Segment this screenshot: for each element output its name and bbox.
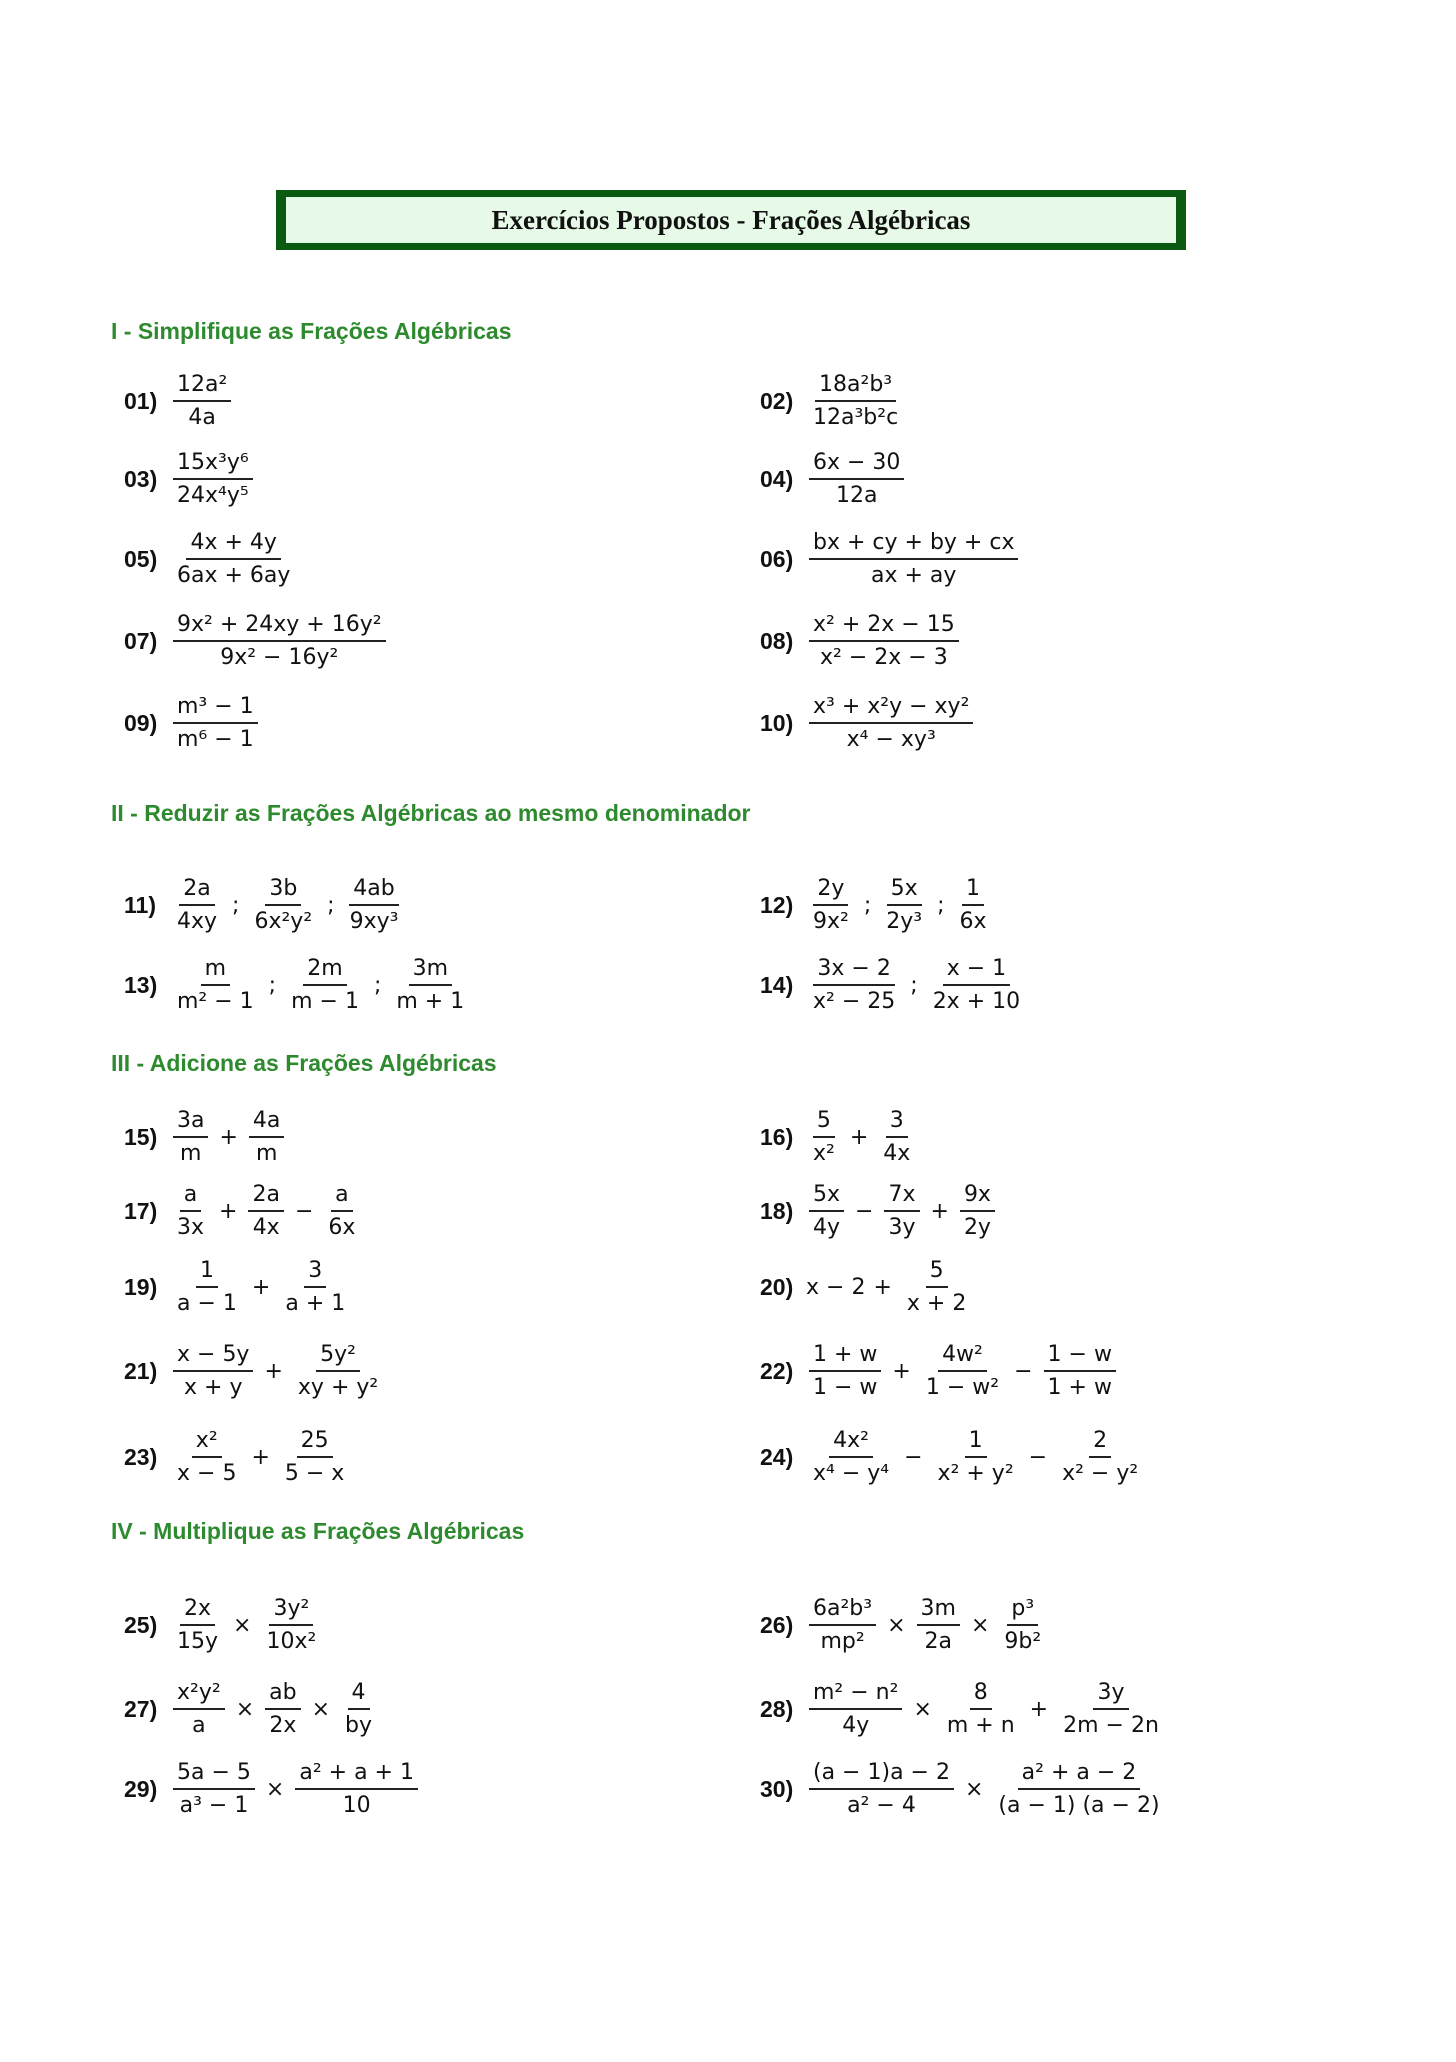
numerator: 6a²b³ bbox=[809, 1596, 876, 1626]
exercise-number: 04) bbox=[760, 465, 794, 492]
fraction bbox=[281, 1428, 348, 1486]
denominator: 12a³b²c bbox=[813, 405, 899, 430]
denominator: 2y³ bbox=[886, 909, 923, 934]
exercise-number: 27) bbox=[124, 1695, 158, 1722]
numerator: 5 bbox=[926, 1258, 948, 1288]
denominator: 4xy bbox=[177, 909, 218, 934]
fraction bbox=[173, 1108, 208, 1166]
numerator: 3b bbox=[265, 876, 301, 906]
exercise-number: 13) bbox=[124, 971, 158, 998]
denominator: m − 1 bbox=[291, 989, 359, 1014]
numerator: 4ab bbox=[349, 876, 398, 906]
fraction bbox=[903, 1258, 970, 1316]
fraction bbox=[809, 1760, 954, 1818]
exercise-number: 11) bbox=[124, 891, 156, 918]
exercise-21 bbox=[124, 1342, 385, 1400]
fraction bbox=[809, 1342, 881, 1400]
operator: × bbox=[970, 1612, 990, 1638]
fraction bbox=[341, 1680, 376, 1738]
operator: × bbox=[233, 1612, 252, 1638]
exercise-7 bbox=[124, 612, 389, 670]
exercise-25 bbox=[124, 1596, 323, 1654]
section-title-add: III - Adicione as Frações Algébricas bbox=[111, 1050, 497, 1076]
numerator: 1 bbox=[196, 1258, 218, 1288]
exercise-8 bbox=[760, 612, 962, 670]
denominator: 4y bbox=[813, 1215, 841, 1240]
fraction bbox=[809, 956, 899, 1014]
fraction bbox=[173, 1760, 255, 1818]
exercise-number: 16) bbox=[760, 1123, 794, 1150]
fraction bbox=[809, 1596, 876, 1654]
operator: + bbox=[873, 1274, 892, 1300]
operator: × bbox=[964, 1776, 984, 1802]
fraction bbox=[809, 612, 959, 670]
operator: ; bbox=[910, 972, 918, 998]
exercise-17 bbox=[124, 1182, 362, 1240]
fraction bbox=[956, 876, 991, 934]
exercise-number: 08) bbox=[760, 627, 794, 654]
denominator: 12a bbox=[835, 483, 878, 508]
numerator: p³ bbox=[1007, 1596, 1038, 1626]
section-title-multiply: IV - Multiplique as Frações Algébricas bbox=[111, 1518, 525, 1544]
numerator: 3a bbox=[173, 1108, 208, 1138]
numerator: x²y² bbox=[173, 1680, 225, 1710]
fraction bbox=[173, 612, 386, 670]
operator: + bbox=[219, 1198, 238, 1224]
denominator: by bbox=[345, 1713, 372, 1738]
fraction bbox=[934, 1428, 1018, 1486]
denominator: 9xy³ bbox=[349, 909, 399, 934]
numerator: 2x bbox=[180, 1596, 215, 1626]
numerator: x³ + x²y − xy² bbox=[809, 694, 973, 724]
fraction bbox=[809, 1428, 893, 1486]
denominator: x² − 2x − 3 bbox=[820, 645, 948, 670]
numerator: 4w² bbox=[938, 1342, 987, 1372]
fraction bbox=[809, 450, 904, 508]
fraction bbox=[392, 956, 468, 1014]
exercise-number: 07) bbox=[124, 627, 158, 654]
denominator: a bbox=[192, 1713, 206, 1738]
exercise-2 bbox=[760, 372, 905, 430]
numerator: 18a²b³ bbox=[815, 372, 896, 402]
exercise-3 bbox=[124, 450, 256, 508]
numerator: 3y² bbox=[269, 1596, 313, 1626]
numerator: 3m bbox=[917, 1596, 960, 1626]
operator: − bbox=[1028, 1444, 1048, 1470]
operator: × bbox=[311, 1696, 331, 1722]
denominator: x⁴ − y⁴ bbox=[813, 1461, 890, 1486]
fraction bbox=[173, 1182, 208, 1240]
fraction bbox=[173, 1342, 253, 1400]
fraction bbox=[943, 1680, 1019, 1738]
denominator: a + 1 bbox=[285, 1291, 346, 1316]
operator: + bbox=[1029, 1696, 1049, 1722]
operator: ; bbox=[232, 892, 240, 918]
fraction bbox=[994, 1760, 1163, 1818]
title-banner bbox=[276, 190, 1186, 250]
numerator: (a − 1)a − 2 bbox=[809, 1760, 954, 1790]
denominator: 9x² bbox=[813, 909, 849, 934]
exercise-number: 12) bbox=[760, 891, 794, 918]
exercise-5 bbox=[124, 530, 297, 588]
fraction bbox=[294, 1342, 382, 1400]
operator: − bbox=[904, 1444, 923, 1470]
numerator: 1 bbox=[962, 876, 984, 906]
denominator: 9b² bbox=[1004, 1629, 1042, 1654]
denominator: 1 − w² bbox=[925, 1375, 1000, 1400]
fraction bbox=[287, 956, 363, 1014]
denominator: 2x bbox=[269, 1713, 297, 1738]
denominator: m⁶ − 1 bbox=[177, 727, 254, 752]
denominator: 1 + w bbox=[1047, 1375, 1112, 1400]
section-title-simplify: I - Simplifique as Frações Algébricas bbox=[111, 318, 512, 344]
numerator: 5a − 5 bbox=[173, 1760, 255, 1790]
fraction bbox=[249, 1108, 284, 1166]
exercise-number: 21) bbox=[124, 1357, 158, 1384]
exercise-16 bbox=[760, 1108, 917, 1166]
exercise-23 bbox=[124, 1428, 351, 1486]
exercise-number: 05) bbox=[124, 545, 158, 572]
operator: + bbox=[264, 1358, 283, 1384]
numerator: a bbox=[180, 1182, 201, 1212]
denominator: ax + ay bbox=[871, 563, 957, 588]
denominator: 2a bbox=[924, 1629, 952, 1654]
exercise-number: 14) bbox=[760, 971, 794, 998]
fraction bbox=[248, 1182, 283, 1240]
denominator: 3x bbox=[177, 1215, 205, 1240]
exercise-9 bbox=[124, 694, 261, 752]
operator: − bbox=[855, 1198, 874, 1224]
numerator: 15x³y⁶ bbox=[173, 450, 253, 480]
fraction bbox=[324, 1182, 359, 1240]
numerator: m bbox=[201, 956, 230, 986]
numerator: 1 bbox=[965, 1428, 987, 1458]
numerator: 2a bbox=[179, 876, 214, 906]
numerator: a bbox=[331, 1182, 352, 1212]
exercise-number: 20) bbox=[760, 1273, 794, 1300]
operator: ; bbox=[268, 972, 277, 998]
exercise-number: 26) bbox=[760, 1611, 794, 1638]
fraction bbox=[173, 1428, 240, 1486]
operator: − bbox=[294, 1198, 314, 1224]
exercise-number: 19) bbox=[124, 1273, 158, 1300]
numerator: 4x² bbox=[829, 1428, 873, 1458]
denominator: 10 bbox=[342, 1793, 371, 1818]
exercise-10 bbox=[760, 694, 976, 752]
operator: ; bbox=[327, 892, 335, 918]
exercise-11 bbox=[124, 876, 405, 934]
exercise-number: 25) bbox=[124, 1611, 158, 1638]
denominator: 2y bbox=[963, 1215, 991, 1240]
denominator: m + n bbox=[946, 1713, 1015, 1738]
denominator: x + 2 bbox=[906, 1291, 967, 1316]
numerator: 5x bbox=[809, 1182, 844, 1212]
denominator: xy + y² bbox=[297, 1375, 379, 1400]
fraction bbox=[809, 1182, 844, 1240]
denominator: x² + y² bbox=[937, 1461, 1014, 1486]
exercise-number: 29) bbox=[124, 1775, 158, 1802]
numerator: 3y bbox=[1093, 1680, 1128, 1710]
denominator: (a − 1) (a − 2) bbox=[998, 1793, 1160, 1818]
fraction bbox=[879, 1108, 914, 1166]
operator: + bbox=[892, 1358, 911, 1384]
denominator: 24x⁴y⁵ bbox=[177, 483, 249, 508]
exercise-number: 15) bbox=[124, 1123, 158, 1150]
denominator: a − 1 bbox=[177, 1291, 237, 1316]
numerator: 2a bbox=[248, 1182, 283, 1212]
fraction bbox=[809, 530, 1018, 588]
numerator: x² + 2x − 15 bbox=[809, 612, 959, 642]
numerator: ab bbox=[265, 1680, 300, 1710]
operator: × bbox=[887, 1612, 906, 1638]
numerator: 3 bbox=[304, 1258, 326, 1288]
exercise-number: 01) bbox=[124, 387, 158, 414]
numerator: a² + a + 1 bbox=[295, 1760, 418, 1790]
operator: × bbox=[235, 1696, 255, 1722]
fraction bbox=[1000, 1596, 1045, 1654]
numerator: 5x bbox=[887, 876, 922, 906]
denominator: x² bbox=[813, 1141, 835, 1166]
numerator: 2 bbox=[1089, 1428, 1111, 1458]
denominator: 4x bbox=[252, 1215, 280, 1240]
operator: + bbox=[251, 1274, 271, 1300]
denominator: 6ax + 6ay bbox=[177, 563, 291, 588]
numerator: 25 bbox=[297, 1428, 333, 1458]
exercise-26 bbox=[760, 1596, 1048, 1654]
fraction bbox=[173, 372, 231, 430]
numerator: 4a bbox=[249, 1108, 284, 1138]
exercise-number: 17) bbox=[124, 1197, 158, 1224]
fraction bbox=[281, 1258, 349, 1316]
denominator: 2m − 2n bbox=[1063, 1713, 1159, 1738]
numerator: 8 bbox=[970, 1680, 992, 1710]
fraction bbox=[960, 1182, 995, 1240]
fraction bbox=[173, 956, 258, 1014]
exercise-number: 22) bbox=[760, 1357, 794, 1384]
denominator: m + 1 bbox=[396, 989, 465, 1014]
fraction bbox=[809, 1680, 902, 1738]
denominator: 5 − x bbox=[284, 1461, 345, 1486]
numerator: m³ − 1 bbox=[173, 694, 258, 724]
operator: − bbox=[1014, 1358, 1033, 1384]
denominator: m bbox=[180, 1141, 202, 1166]
exercise-12 bbox=[760, 876, 994, 934]
denominator: x + y bbox=[184, 1375, 243, 1400]
exercise-28 bbox=[760, 1680, 1166, 1738]
fraction bbox=[173, 876, 221, 934]
fraction bbox=[809, 694, 973, 752]
operator: × bbox=[265, 1776, 285, 1802]
page-title: Exercícios Propostos - Frações Algébricas bbox=[286, 197, 1176, 243]
fraction bbox=[173, 1680, 225, 1738]
numerator: 9x² + 24xy + 16y² bbox=[173, 612, 386, 642]
numerator: x² bbox=[192, 1428, 222, 1458]
denominator: x − 5 bbox=[177, 1461, 237, 1486]
fraction bbox=[917, 1596, 960, 1654]
denominator: 9x² − 16y² bbox=[220, 645, 339, 670]
fraction bbox=[1044, 1342, 1116, 1400]
numerator: 7x bbox=[884, 1182, 919, 1212]
exercise-24 bbox=[760, 1428, 1145, 1486]
exercise-number: 30) bbox=[760, 1775, 794, 1802]
fraction bbox=[173, 694, 258, 752]
operator: ; bbox=[937, 892, 945, 918]
operator: + bbox=[251, 1444, 270, 1470]
operator: + bbox=[219, 1124, 238, 1150]
exercise-number: 23) bbox=[124, 1443, 158, 1470]
numerator: 3 bbox=[886, 1108, 908, 1138]
exercise-number: 24) bbox=[760, 1443, 794, 1470]
exercise-number: 10) bbox=[760, 709, 794, 736]
fraction bbox=[173, 530, 294, 588]
exercise-4 bbox=[760, 450, 907, 508]
fraction bbox=[929, 956, 1024, 1014]
operator: ; bbox=[863, 892, 872, 918]
exercise-15 bbox=[124, 1108, 287, 1166]
denominator: 3y bbox=[888, 1215, 916, 1240]
numerator: 9x bbox=[960, 1182, 995, 1212]
exercise-6 bbox=[760, 530, 1021, 588]
fraction bbox=[346, 876, 403, 934]
denominator: m bbox=[255, 1141, 278, 1166]
denominator: 2x + 10 bbox=[932, 989, 1021, 1014]
denominator: x² − y² bbox=[1062, 1461, 1139, 1486]
fraction bbox=[262, 1596, 320, 1654]
fraction bbox=[882, 876, 926, 934]
denominator: 1 − w bbox=[813, 1375, 878, 1400]
denominator: 6x²y² bbox=[254, 909, 313, 934]
denominator: x² − 25 bbox=[813, 989, 896, 1014]
numerator: 4x + 4y bbox=[186, 530, 280, 560]
numerator: x − 1 bbox=[943, 956, 1010, 986]
numerator: 2y bbox=[813, 876, 848, 906]
fraction bbox=[922, 1342, 1003, 1400]
exercise-number: 18) bbox=[760, 1197, 794, 1224]
exercise-number: 02) bbox=[760, 387, 794, 414]
exercise-18 bbox=[760, 1182, 998, 1240]
numerator: 6x − 30 bbox=[809, 450, 904, 480]
fraction bbox=[173, 1258, 241, 1316]
expression-term: x − 2 bbox=[806, 1274, 866, 1300]
numerator: 3m bbox=[409, 956, 452, 986]
numerator: 12a² bbox=[173, 372, 231, 402]
numerator: x − 5y bbox=[173, 1342, 253, 1372]
operator: × bbox=[913, 1696, 932, 1722]
numerator: 1 + w bbox=[809, 1342, 881, 1372]
denominator: 4x bbox=[883, 1141, 911, 1166]
fraction bbox=[809, 372, 902, 430]
numerator: a² + a − 2 bbox=[1018, 1760, 1141, 1790]
numerator: 1 − w bbox=[1044, 1342, 1116, 1372]
fraction bbox=[173, 450, 253, 508]
exercise-number: 06) bbox=[760, 545, 794, 572]
denominator: a² − 4 bbox=[847, 1793, 916, 1818]
denominator: mp² bbox=[820, 1629, 865, 1654]
operator: ; bbox=[373, 972, 382, 998]
fraction bbox=[295, 1760, 418, 1818]
denominator: x⁴ − xy³ bbox=[846, 727, 936, 752]
exercise-30 bbox=[760, 1760, 1167, 1818]
denominator: 10x² bbox=[266, 1629, 317, 1654]
exercise-19 bbox=[124, 1258, 352, 1316]
exercise-27 bbox=[124, 1680, 379, 1738]
denominator: 4y bbox=[842, 1713, 870, 1738]
denominator: m² − 1 bbox=[177, 989, 254, 1014]
denominator: 6x bbox=[959, 909, 987, 934]
denominator: a³ − 1 bbox=[179, 1793, 249, 1818]
fraction bbox=[265, 1680, 300, 1738]
operator: + bbox=[849, 1124, 869, 1150]
numerator: 3x − 2 bbox=[813, 956, 894, 986]
exercise-29 bbox=[124, 1760, 421, 1818]
denominator: 15y bbox=[177, 1629, 219, 1654]
fraction bbox=[809, 1108, 839, 1166]
denominator: 4a bbox=[188, 405, 216, 430]
operator: + bbox=[930, 1198, 949, 1224]
exercise-22 bbox=[760, 1342, 1119, 1400]
denominator: 6x bbox=[328, 1215, 356, 1240]
numerator: 2m bbox=[303, 956, 346, 986]
numerator: 4 bbox=[348, 1680, 370, 1710]
fraction bbox=[173, 1596, 222, 1654]
exercise-20 bbox=[760, 1258, 973, 1316]
numerator: m² − n² bbox=[809, 1680, 902, 1710]
fraction bbox=[884, 1182, 919, 1240]
exercise-14 bbox=[760, 956, 1027, 1014]
exercise-number: 09) bbox=[124, 709, 158, 736]
exercise-13 bbox=[124, 956, 471, 1014]
exercise-number: 03) bbox=[124, 465, 158, 492]
fraction bbox=[1058, 1428, 1142, 1486]
fraction bbox=[250, 876, 316, 934]
numerator: 5 bbox=[813, 1108, 835, 1138]
fraction bbox=[1059, 1680, 1163, 1738]
fraction bbox=[809, 876, 853, 934]
section-title-common-denominator: II - Reduzir as Frações Algébricas ao mesmo denominador bbox=[111, 800, 751, 826]
exercise-number: 28) bbox=[760, 1695, 794, 1722]
numerator: 5y² bbox=[316, 1342, 360, 1372]
exercise-1 bbox=[124, 372, 234, 430]
numerator: bx + cy + by + cx bbox=[809, 530, 1018, 560]
